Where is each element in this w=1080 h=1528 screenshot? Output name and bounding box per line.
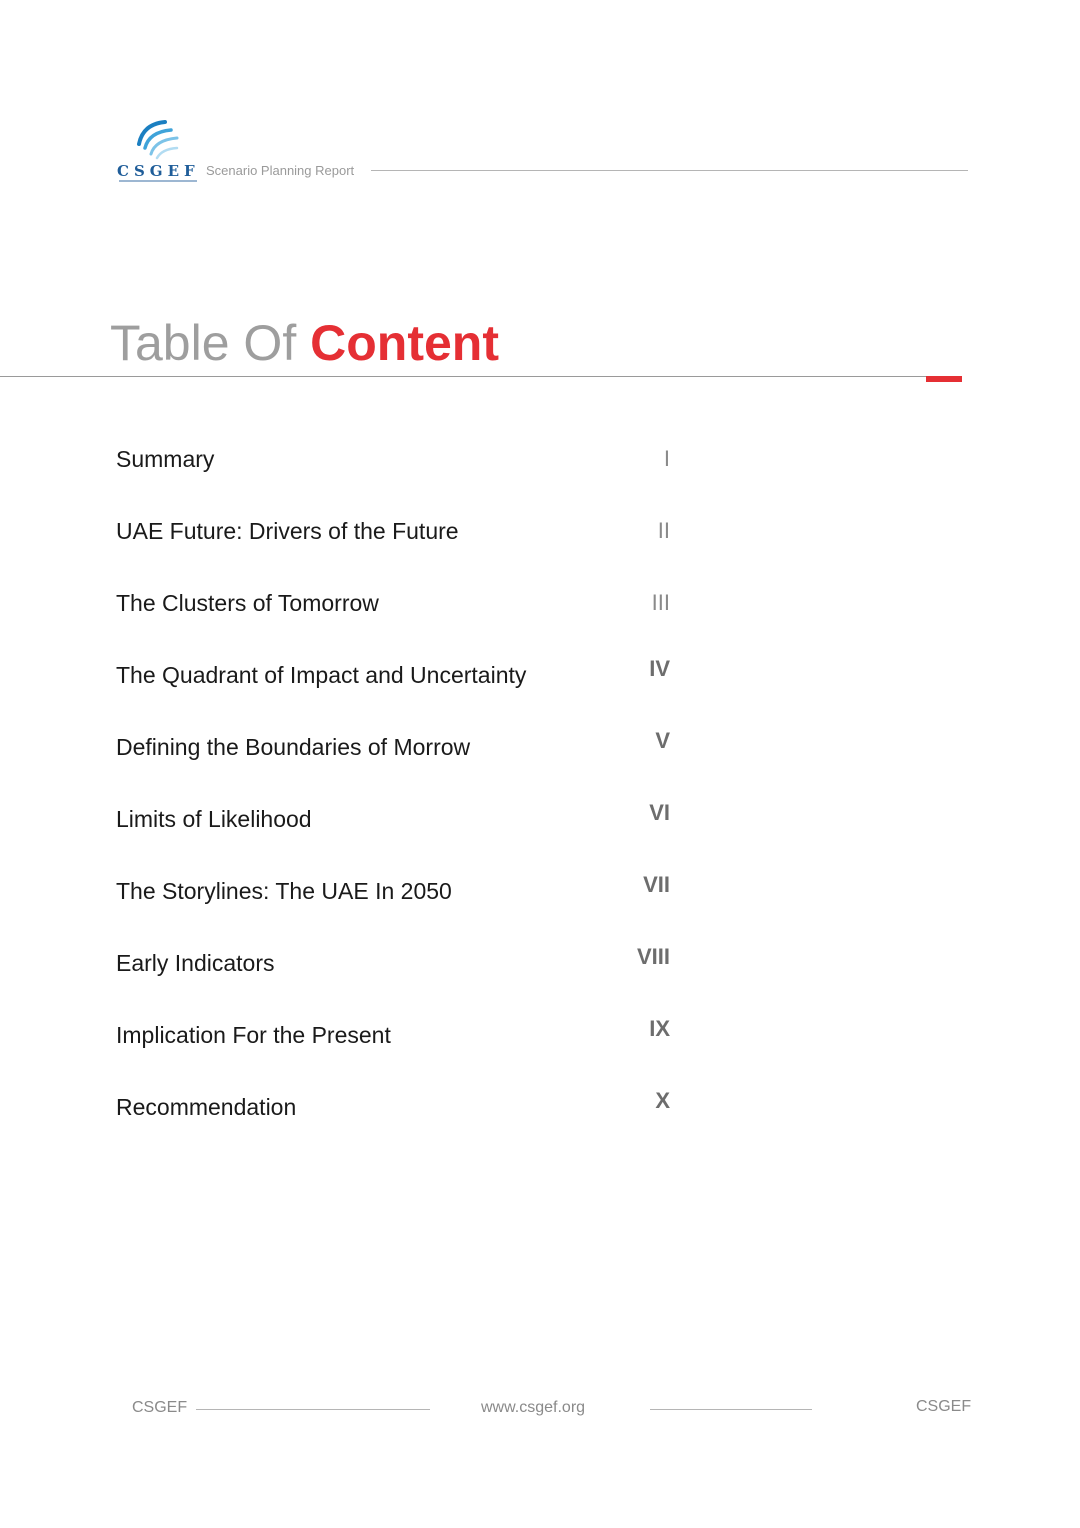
title-divider: [0, 376, 962, 377]
toc-entry-boundaries[interactable]: [116, 728, 676, 800]
footer-org-left: CSGEF: [132, 1399, 188, 1416]
toc-entry-uae-future[interactable]: [116, 512, 676, 584]
header-divider: [371, 170, 968, 171]
footer-org-right: CSGEF: [916, 1398, 972, 1415]
toc-entry-title: Defining the Boundaries of Morrow: [116, 734, 471, 760]
footer-divider-left: [196, 1409, 430, 1410]
toc-entry-number: II: [657, 518, 670, 543]
toc-entry-storylines[interactable]: [116, 872, 676, 944]
title-accent-mark: [926, 376, 962, 382]
toc-entry-number: X: [655, 1088, 670, 1113]
page-title: [110, 312, 499, 374]
toc-entry-likelihood[interactable]: [116, 800, 676, 872]
page-title-light: Table Of: [110, 315, 297, 371]
toc-entry-title: Summary: [116, 446, 215, 472]
page-title-accent: Content: [310, 315, 499, 371]
logo-tagline-line: [119, 180, 197, 182]
toc-entry-number: III: [651, 590, 670, 615]
toc-entry-recommendation[interactable]: [116, 1088, 676, 1160]
arc-waves-logo-icon: [135, 118, 181, 160]
csgef-logo: [117, 118, 199, 186]
toc-entry-title: Limits of Likelihood: [116, 806, 312, 832]
toc-entry-number: V: [655, 728, 670, 753]
logo-text: CSGEF: [117, 162, 200, 180]
toc-entry-implication[interactable]: [116, 1016, 676, 1088]
report-title: Scenario Planning Report: [206, 163, 355, 178]
toc-entry-quadrant[interactable]: [116, 656, 676, 728]
toc-entry-number: IV: [649, 656, 670, 681]
toc-entry-number: VIII: [636, 944, 670, 969]
toc-entry-title: Early Indicators: [116, 950, 275, 976]
toc-entry-number: I: [663, 446, 670, 471]
footer-website-link[interactable]: www.csgef.org: [481, 1399, 586, 1416]
toc-entry-title: UAE Future: Drivers of the Future: [116, 518, 459, 544]
toc-entry-title: The Quadrant of Impact and Uncertainty: [116, 662, 527, 688]
toc-entry-title: Implication For the Present: [116, 1022, 391, 1048]
toc-entry-number: VII: [643, 872, 670, 897]
toc-entry-clusters[interactable]: [116, 584, 676, 656]
toc-entry-number: IX: [649, 1016, 670, 1041]
table-of-contents: [116, 440, 676, 1160]
toc-entry-number: VI: [649, 800, 670, 825]
toc-entry-title: The Clusters of Tomorrow: [116, 590, 379, 616]
toc-entry-title: Recommendation: [116, 1094, 297, 1120]
toc-entry-early-indicators[interactable]: [116, 944, 676, 1016]
footer-divider-right: [650, 1409, 812, 1410]
toc-entry-title: The Storylines: The UAE In 2050: [116, 878, 452, 904]
toc-entry-summary[interactable]: [116, 440, 676, 512]
